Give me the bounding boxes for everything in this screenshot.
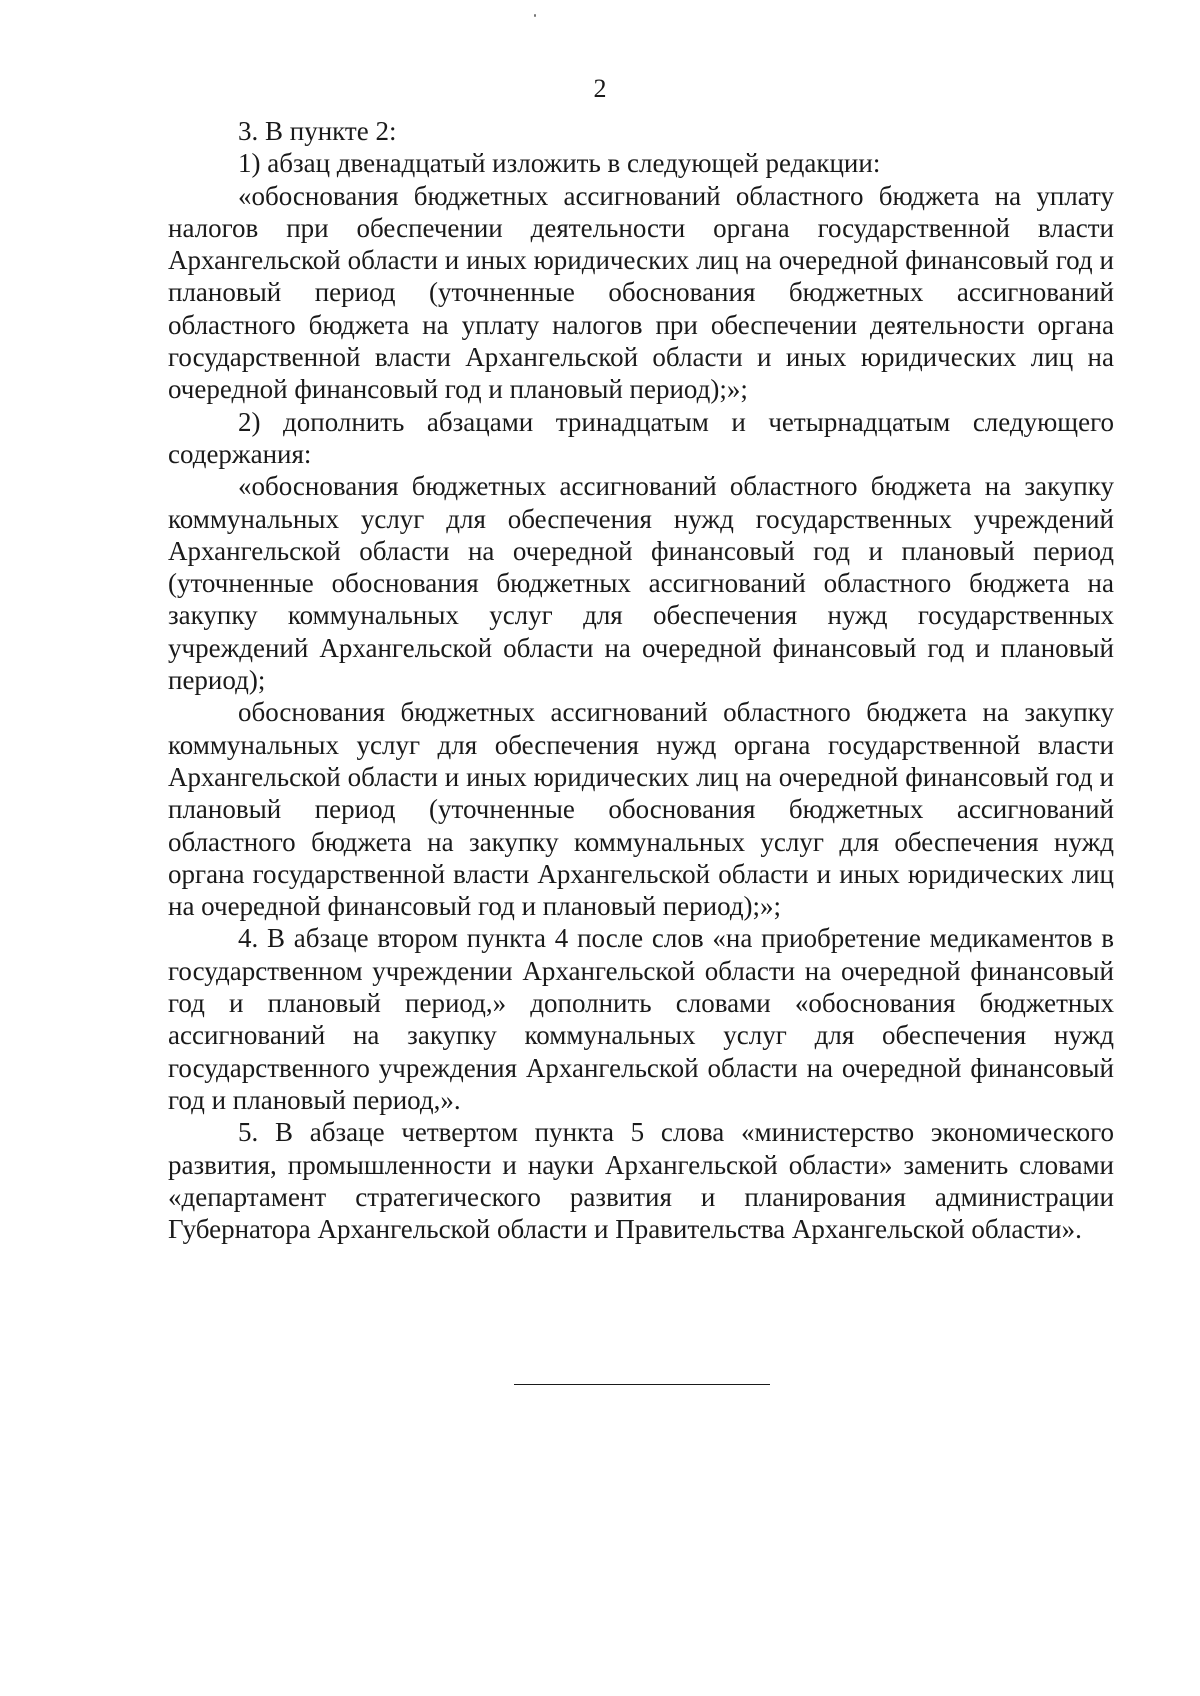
document-body bbox=[168, 115, 1114, 1245]
paragraph-subitem-1: 1) абзац двенадцатый изложить в следующей редакции: bbox=[238, 148, 881, 179]
end-separator-line bbox=[514, 1384, 770, 1385]
paragraph-item-4: 4. В абзаце втором пункта 4 после слов «на приобретение медикаментов в государственном учреждении Архангельской области на очередной финансовый год и плановый период,» дополнить словами «обоснования бюджетных ассигнований на закупку коммунальных услуг для обеспечения нужд государственного учреждения Архангельской области на очередной финансовый год и плановый период,». bbox=[168, 923, 1114, 1115]
paragraph-quote-taxes: «обоснования бюджетных ассигнований областного бюджета на уплату налогов при обеспечении деятельности органа государственной власти Архангельской области и иных юридических лиц на очередной финансовый год и плановый период (уточненные обоснования бюджетных ассигнований областного бюджета на уплату налогов при обеспечении деятельности органа государственной власти Архангельской области и иных юридических лиц на очередной финансовый год и плановый период);»; bbox=[168, 180, 1114, 405]
paragraph-subitem-2: 2) дополнить абзацами тринадцатым и четырнадцатым следующего содержания: bbox=[168, 406, 1114, 469]
page-number: 2 bbox=[593, 74, 607, 103]
scan-speck bbox=[534, 14, 536, 17]
paragraph-item-3: 3. В пункте 2: bbox=[238, 116, 397, 146]
paragraph-item-5: 5. В абзаце четвертом пункта 5 слова «министерство экономического развития, промышленности и науки Архангельской области» заменить словами «департамент стратегического развития и планирования администрации Губернатора Архангельской области и Правительства Архангельской области». bbox=[168, 1117, 1114, 1245]
paragraph-utilities-authority: обоснования бюджетных ассигнований областного бюджета на закупку коммунальных услуг для обеспечения нужд органа государственной власти Архангельской области и иных юридических лиц на очередной финансовый год и плановый период (уточненные обоснования бюджетных ассигнований областного бюджета на закупку коммунальных услуг для обеспечения нужд органа государственной власти Архангельской области и иных юридических лиц на очередной финансовый год и плановый период);»; bbox=[168, 697, 1114, 922]
paragraph-quote-utilities-institutions: «обоснования бюджетных ассигнований областного бюджета на закупку коммунальных услуг для обеспечения нужд государственных учреждений Архангельской области на очередной финансовый год и плановый период (уточненные обоснования бюджетных ассигнований областного бюджета на закупку коммунальных услуг для обеспечения нужд государственных учреждений Архангельской области на очередной финансовый год и плановый период); bbox=[168, 471, 1114, 696]
